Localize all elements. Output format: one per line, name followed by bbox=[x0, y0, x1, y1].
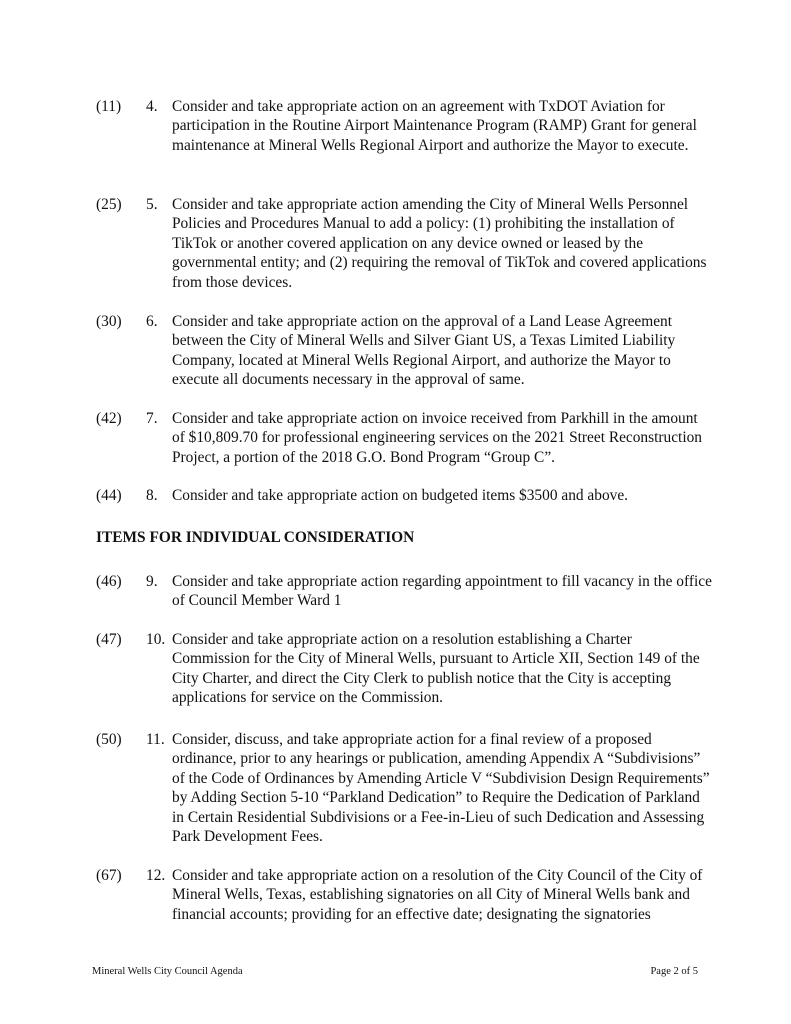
item-text: Consider and take appropriate action amending the City of Mineral Wells Personnel Policies and Procedures Manual to add a policy: (1) prohibiting the installation of TikTok or another covered application on any device owned or leased by the governmental entity; and (2) requiring the removal of TikTok and covered applications from those devices. bbox=[172, 196, 707, 291]
item-number: 6. bbox=[146, 313, 158, 330]
agenda-item-9 bbox=[96, 572, 716, 611]
item-text: Consider and take appropriate action on budgeted items $3500 and above. bbox=[172, 487, 629, 504]
item-number: 8. bbox=[146, 487, 158, 504]
agenda-item-8 bbox=[96, 486, 716, 505]
agenda-item-4 bbox=[96, 97, 716, 155]
page-reference: (44) bbox=[96, 487, 122, 504]
footer-page-number: Page 2 of 5 bbox=[650, 966, 698, 977]
item-text: Consider and take appropriate action on a resolution establishing a Charter Commission for the City of Mineral Wells, pursuant to Article XII, Section 149 of the City Charter, and direct the City Clerk to publish notice that the City is accepting applications for service on the Commission. bbox=[172, 631, 700, 707]
item-number: 5. bbox=[146, 196, 158, 213]
item-number: 4. bbox=[146, 98, 158, 115]
agenda-item-12 bbox=[96, 866, 716, 924]
agenda-item-10 bbox=[96, 630, 716, 708]
page-reference: (11) bbox=[96, 98, 122, 115]
item-text: Consider and take appropriate action on a resolution of the City Council of the City of Mineral Wells, Texas, establishing signatories on all City of Mineral Wells bank and financial accounts; providing for an effective date; designating the signatories bbox=[172, 867, 703, 923]
item-number: 7. bbox=[146, 410, 158, 427]
item-number: 9. bbox=[146, 573, 158, 590]
page-reference: (67) bbox=[96, 867, 122, 884]
agenda-item-11 bbox=[96, 730, 716, 846]
item-number: 12. bbox=[146, 867, 166, 884]
item-text: Consider and take appropriate action on an agreement with TxDOT Aviation for participation in the Routine Airport Maintenance Program (RAMP) Grant for general maintenance at Mineral Wells Regional Airport and authorize the Mayor to execute. bbox=[172, 98, 697, 154]
item-text: Consider and take appropriate action on the approval of a Land Lease Agreement between the City of Mineral Wells and Silver Giant US, a Texas Limited Liability Company, located at Mineral Wells Regional Airport, and authorize the Mayor to execute all documents necessary in the approval of same. bbox=[172, 313, 676, 389]
page-reference: (30) bbox=[96, 313, 122, 330]
agenda-item-6 bbox=[96, 312, 716, 390]
footer-title: Mineral Wells City Council Agenda bbox=[92, 966, 243, 977]
agenda-item-7 bbox=[96, 409, 716, 467]
page-reference: (50) bbox=[96, 731, 122, 748]
page-reference: (46) bbox=[96, 573, 122, 590]
page-reference: (25) bbox=[96, 196, 122, 213]
page-reference: (47) bbox=[96, 631, 122, 648]
page-reference: (42) bbox=[96, 410, 122, 427]
section-heading: ITEMS FOR INDIVIDUAL CONSIDERATION bbox=[96, 529, 415, 546]
agenda-item-5 bbox=[96, 195, 716, 292]
item-number: 10. bbox=[146, 631, 166, 648]
item-text: Consider and take appropriate action regarding appointment to fill vacancy in the office of Council Member Ward 1 bbox=[172, 573, 712, 610]
item-text: Consider, discuss, and take appropriate action for a final review of a proposed ordinance, prior to any hearings or publication, amending Appendix A “Subdivisions” of the Code of Ordinances by Amending Article V “Subdivision Design Requirements” by Adding Section 5-10 “Parkland Dedication” to Require the Dedication of Parkland in Certain Residential Subdivisions or a Fee-in-Lieu of such Dedication and Assessing Park Development Fees. bbox=[172, 731, 710, 846]
item-number: 11. bbox=[146, 731, 165, 748]
item-text: Consider and take appropriate action on invoice received from Parkhill in the amount of $10,809.70 for professional engineering services on the 2021 Street Reconstruction Project, a portion of the 2018 G.O. Bond Program “Group C”. bbox=[172, 410, 702, 466]
